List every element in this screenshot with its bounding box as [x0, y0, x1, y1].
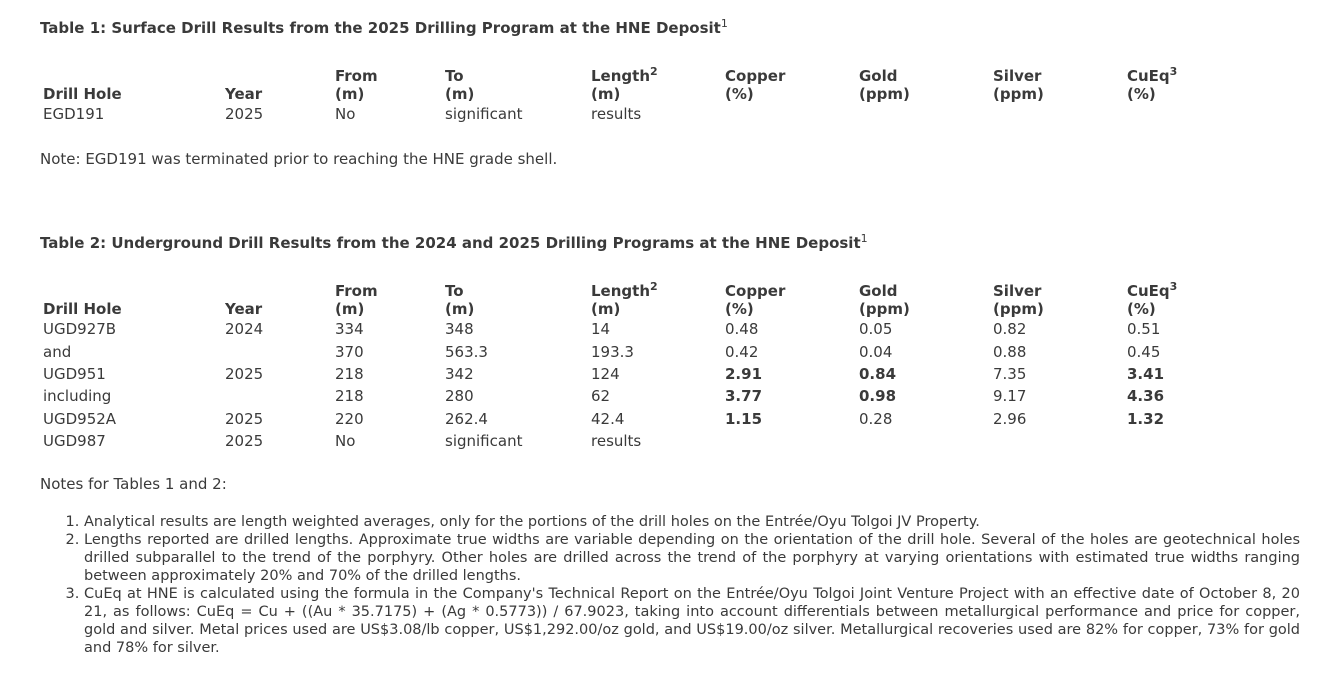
cell-year: 2025	[225, 364, 264, 383]
col-length: Length$^2$ (m)	[591, 280, 658, 318]
col-copper: Copper (%)	[725, 282, 786, 318]
table1-note: Note: EGD191 was terminated prior to reaching the HNE grade shell.	[40, 150, 558, 168]
cell-silver: 7.35	[993, 364, 1027, 383]
table-row	[40, 103, 1234, 125]
cell-year	[222, 385, 332, 407]
table-row	[40, 318, 1234, 340]
col-to: To (m)	[445, 282, 475, 318]
footnote-item: 2. Lengths reported are drilled lengths. Approximate true widths are variable depending on the orientation of the drill hole. Several of the holes are geotechnical holes drilled subparallel to the trend of the porphyry. Other holes are drilled across the trend of the porphyry at varying orientations with estimated true widths ranging between approximately 20% and 70% of the drilled lengths.	[84, 531, 1300, 585]
cell-to: 348	[445, 320, 474, 339]
cell-copper: 1.15	[725, 409, 763, 428]
table1-title-footnote: 1	[720, 17, 728, 30]
col-cueq: CuEq$^3$ (%)	[1127, 65, 1178, 103]
col-year: Year	[225, 85, 263, 103]
col-gold: Gold (ppm)	[859, 282, 910, 318]
cell-cueq: 3.41	[1127, 364, 1165, 383]
table-row	[40, 363, 1234, 385]
cell-gold: 0.84	[859, 364, 897, 383]
col-drill-hole: Drill Hole	[43, 85, 122, 103]
footnotes-list	[44, 513, 1300, 657]
cell-cueq: 0.45	[1127, 342, 1161, 361]
cell-year: 2025	[225, 105, 264, 124]
cell-gold: 0.05	[859, 320, 893, 339]
cell-hole: UGD951	[43, 364, 106, 383]
cell-hole: UGD987	[43, 432, 106, 451]
table2	[40, 278, 1234, 452]
cell-year: 2025	[225, 432, 264, 451]
cell-from: 220	[335, 409, 364, 428]
cell-cueq: 1.32	[1127, 409, 1165, 428]
cell-copper: 0.42	[725, 342, 759, 361]
cell-length: 62	[591, 387, 611, 406]
cell-hole: and	[43, 342, 72, 361]
cell-to: 563.3	[445, 342, 488, 361]
cell-from: 218	[335, 387, 364, 406]
col-from: From (m)	[335, 67, 378, 103]
cell-gold: 0.28	[859, 409, 893, 428]
col-year: Year	[225, 300, 263, 318]
cell-silver: 2.96	[993, 409, 1027, 428]
cell-hole: UGD927B	[43, 320, 117, 339]
cell-length: 14	[591, 320, 611, 339]
cell-copper	[722, 103, 856, 125]
col-from: From (m)	[335, 282, 378, 318]
col-gold: Gold (ppm)	[859, 67, 910, 103]
cell-from: 370	[335, 342, 364, 361]
cell-length: 42.4	[591, 409, 625, 428]
table1-title: Table 1: Surface Drill Results from the 2025 Drilling Program at the HNE Deposit$^1$	[40, 17, 728, 37]
cell-to: 262.4	[445, 409, 488, 428]
cell-from: 218	[335, 364, 364, 383]
cell-length: results	[591, 432, 642, 451]
footnote-item: 3. CuEq at HNE is calculated using the formula in the Company's Technical Report on the Entrée/Oyu Tolgoi Joint Venture Project with an effective date of October 8, 20 21, as follows: CuEq = Cu + ((Au * 35.7175) + (Ag * 0.5773)) / 67.9023, taking into account differentials between metallurgical performance and price for copper, gold and silver. Metal prices used are US$3.08/lb copper, US$1,292.00/oz gold, and US$19.00/oz silver. Metallurgical recoveries used are 82% for copper, 73% for gold and 78% for silver.	[84, 585, 1300, 657]
cell-copper: 3.77	[725, 387, 763, 406]
table-row	[40, 340, 1234, 362]
col-silver: Silver (ppm)	[993, 67, 1044, 103]
col-copper: Copper (%)	[725, 67, 786, 103]
cell-to: significant	[445, 105, 523, 124]
cell-hole: including	[43, 387, 112, 406]
cell-to: significant	[445, 432, 523, 451]
cell-year	[222, 340, 332, 362]
cell-gold	[856, 103, 990, 125]
table2-title-footnote: 1	[860, 232, 868, 245]
table-row	[40, 430, 1234, 452]
col-drill-hole: Drill Hole	[43, 300, 122, 318]
cell-silver: 0.82	[993, 320, 1027, 339]
cell-gold: 0.04	[859, 342, 893, 361]
cell-silver	[990, 430, 1124, 452]
cell-copper: 2.91	[725, 364, 763, 383]
notes-heading: Notes for Tables 1 and 2:	[40, 475, 227, 493]
cell-year: 2025	[225, 409, 264, 428]
col-length: Length$^2$ (m)	[591, 65, 658, 103]
table2-header-row	[40, 278, 1234, 318]
table2-title: Table 2: Underground Drill Results from the 2024 and 2025 Drilling Programs at the HNE Deposit$^1$	[40, 232, 868, 252]
cell-cueq	[1124, 103, 1234, 125]
col-silver: Silver (ppm)	[993, 282, 1044, 318]
footnote-item: 1. Analytical results are length weighted averages, only for the portions of the drill holes on the Entrée/Oyu Tolgoi JV Property.	[84, 513, 1300, 531]
cell-silver: 0.88	[993, 342, 1027, 361]
cell-copper: 0.48	[725, 320, 759, 339]
table-row	[40, 408, 1234, 430]
col-to: To (m)	[445, 67, 475, 103]
cell-year: 2024	[225, 320, 264, 339]
cell-copper	[722, 430, 856, 452]
cell-to: 280	[445, 387, 474, 406]
cell-length: 124	[591, 364, 620, 383]
cell-cueq: 4.36	[1127, 387, 1165, 406]
cell-hole: UGD952A	[43, 409, 117, 428]
cell-cueq: 0.51	[1127, 320, 1161, 339]
table-row	[40, 385, 1234, 407]
cell-to: 342	[445, 364, 474, 383]
cell-length: results	[591, 105, 642, 124]
cell-gold: 0.98	[859, 387, 897, 406]
cell-hole: EGD191	[43, 105, 105, 124]
cell-gold	[856, 430, 990, 452]
cell-cueq	[1124, 430, 1234, 452]
cell-from: No	[335, 105, 356, 124]
cell-from: No	[335, 432, 356, 451]
table1	[40, 63, 1234, 125]
table1-header-row	[40, 63, 1234, 103]
col-cueq: CuEq$^3$ (%)	[1127, 280, 1178, 318]
cell-length: 193.3	[591, 342, 634, 361]
cell-silver: 9.17	[993, 387, 1027, 406]
cell-silver	[990, 103, 1124, 125]
cell-from: 334	[335, 320, 364, 339]
